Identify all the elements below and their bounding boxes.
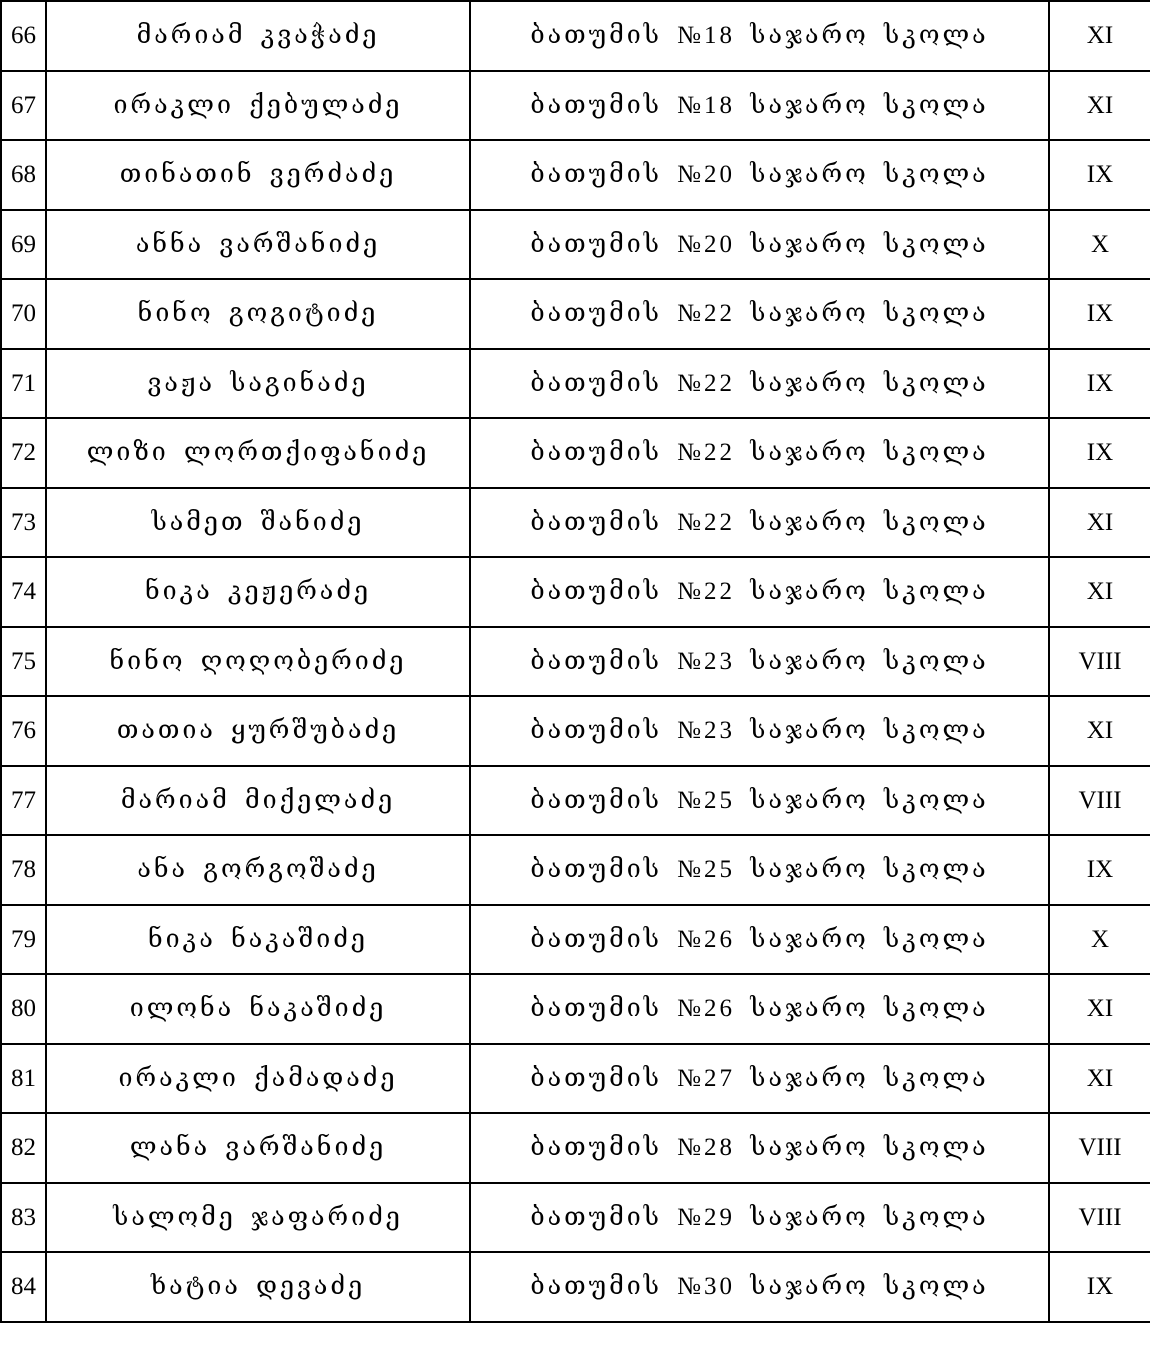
student-name: ირაკლი ქამადაძე <box>46 1044 470 1114</box>
school-name: ბათუმის №29 საჯარო სკოლა <box>470 1183 1049 1253</box>
student-name: ვაჟა საგინაძე <box>46 349 470 419</box>
grade-level: IX <box>1049 418 1150 488</box>
table-row <box>1 835 1150 905</box>
row-number: 71 <box>1 349 46 419</box>
row-number: 74 <box>1 557 46 627</box>
row-number: 70 <box>1 279 46 349</box>
table-row <box>1 418 1150 488</box>
school-name: ბათუმის №22 საჯარო სკოლა <box>470 488 1049 558</box>
table-row <box>1 905 1150 975</box>
table-row <box>1 279 1150 349</box>
table-row <box>1 210 1150 280</box>
school-name: ბათუმის №22 საჯარო სკოლა <box>470 418 1049 488</box>
grade-level: VIII <box>1049 1113 1150 1183</box>
table-row <box>1 488 1150 558</box>
student-name: ლანა ვარშანიძე <box>46 1113 470 1183</box>
row-number: 78 <box>1 835 46 905</box>
row-number: 76 <box>1 696 46 766</box>
school-name: ბათუმის №28 საჯარო სკოლა <box>470 1113 1049 1183</box>
row-number: 75 <box>1 627 46 697</box>
student-name: ნინო გოგიტიძე <box>46 279 470 349</box>
school-name: ბათუმის №30 საჯარო სკოლა <box>470 1252 1049 1322</box>
row-number: 66 <box>1 1 46 71</box>
school-name: ბათუმის №22 საჯარო სკოლა <box>470 557 1049 627</box>
school-name: ბათუმის №18 საჯარო სკოლა <box>470 71 1049 141</box>
grade-level: XI <box>1049 488 1150 558</box>
participants-table-body <box>1 1 1150 1322</box>
school-name: ბათუმის №22 საჯარო სკოლა <box>470 279 1049 349</box>
table-row <box>1 1183 1150 1253</box>
row-number: 82 <box>1 1113 46 1183</box>
school-name: ბათუმის №25 საჯარო სკოლა <box>470 835 1049 905</box>
row-number: 81 <box>1 1044 46 1114</box>
table-row <box>1 974 1150 1044</box>
student-name: მარიამ მიქელაძე <box>46 766 470 836</box>
grade-level: VIII <box>1049 1183 1150 1253</box>
row-number: 72 <box>1 418 46 488</box>
grade-level: XI <box>1049 1044 1150 1114</box>
student-name: ანა გორგოშაძე <box>46 835 470 905</box>
school-name: ბათუმის №22 საჯარო სკოლა <box>470 349 1049 419</box>
student-name: მარიამ კვაჭაძე <box>46 1 470 71</box>
table-row <box>1 627 1150 697</box>
student-name: ნინო ღოღობერიძე <box>46 627 470 697</box>
grade-level: VIII <box>1049 627 1150 697</box>
row-number: 79 <box>1 905 46 975</box>
table-row <box>1 766 1150 836</box>
row-number: 69 <box>1 210 46 280</box>
row-number: 77 <box>1 766 46 836</box>
school-name: ბათუმის №18 საჯარო სკოლა <box>470 1 1049 71</box>
table-row <box>1 1252 1150 1322</box>
grade-level: XI <box>1049 71 1150 141</box>
student-name: ნიკა ნაკაშიძე <box>46 905 470 975</box>
grade-level: XI <box>1049 557 1150 627</box>
school-name: ბათუმის №20 საჯარო სკოლა <box>470 210 1049 280</box>
grade-level: IX <box>1049 279 1150 349</box>
student-name: თათია ყურშუბაძე <box>46 696 470 766</box>
row-number: 68 <box>1 140 46 210</box>
school-name: ბათუმის №25 საჯარო სკოლა <box>470 766 1049 836</box>
table-row <box>1 71 1150 141</box>
table-row <box>1 557 1150 627</box>
school-name: ბათუმის №26 საჯარო სკოლა <box>470 974 1049 1044</box>
student-name: ლიზი ლორთქიფანიძე <box>46 418 470 488</box>
row-number: 84 <box>1 1252 46 1322</box>
row-number: 83 <box>1 1183 46 1253</box>
school-name: ბათუმის №26 საჯარო სკოლა <box>470 905 1049 975</box>
row-number: 73 <box>1 488 46 558</box>
student-name: თინათინ ვერძაძე <box>46 140 470 210</box>
school-name: ბათუმის №23 საჯარო სკოლა <box>470 627 1049 697</box>
student-name: ირაკლი ქებულაძე <box>46 71 470 141</box>
student-name: სალომე ჯაფარიძე <box>46 1183 470 1253</box>
grade-level: IX <box>1049 835 1150 905</box>
table-row <box>1 349 1150 419</box>
grade-level: XI <box>1049 974 1150 1044</box>
student-name: ანნა ვარშანიძე <box>46 210 470 280</box>
grade-level: VIII <box>1049 766 1150 836</box>
grade-level: X <box>1049 210 1150 280</box>
school-name: ბათუმის №23 საჯარო სკოლა <box>470 696 1049 766</box>
student-name: ნიკა კეჟერაძე <box>46 557 470 627</box>
grade-level: IX <box>1049 349 1150 419</box>
table-row <box>1 696 1150 766</box>
student-name: ხატია დევაძე <box>46 1252 470 1322</box>
table-row <box>1 1 1150 71</box>
grade-level: XI <box>1049 1 1150 71</box>
grade-level: XI <box>1049 696 1150 766</box>
school-name: ბათუმის №27 საჯარო სკოლა <box>470 1044 1049 1114</box>
table-row <box>1 1044 1150 1114</box>
row-number: 67 <box>1 71 46 141</box>
grade-level: IX <box>1049 140 1150 210</box>
school-name: ბათუმის №20 საჯარო სკოლა <box>470 140 1049 210</box>
student-name: ილონა ნაკაშიძე <box>46 974 470 1044</box>
table-row <box>1 1113 1150 1183</box>
table-row <box>1 140 1150 210</box>
row-number: 80 <box>1 974 46 1044</box>
grade-level: IX <box>1049 1252 1150 1322</box>
student-name: სამეთ შანიძე <box>46 488 470 558</box>
grade-level: X <box>1049 905 1150 975</box>
